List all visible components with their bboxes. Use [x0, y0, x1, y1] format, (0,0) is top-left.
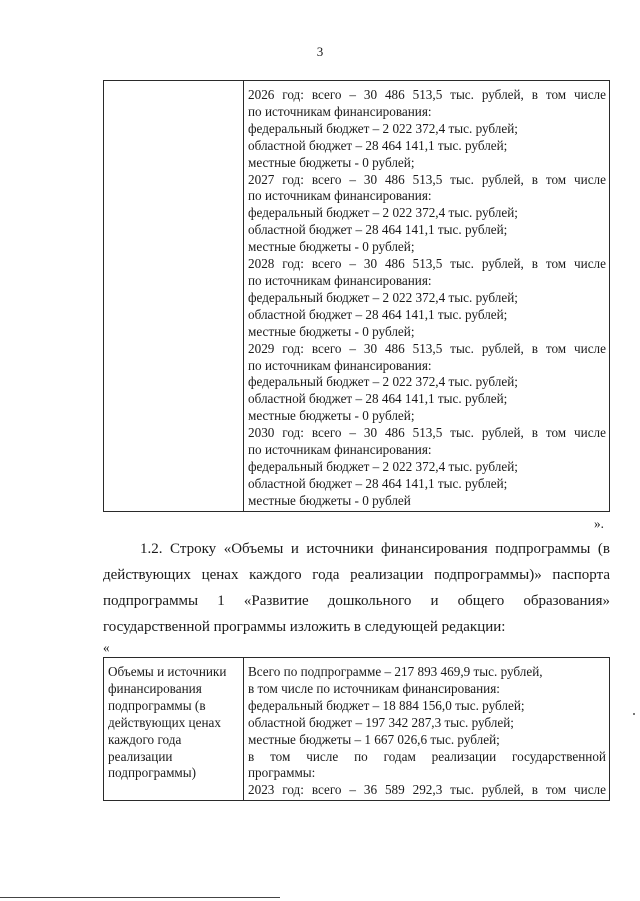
text-line: 2028 год: всего – 30 486 513,5 тыс. рублей, в том числе [248, 256, 606, 272]
table-column-divider [243, 81, 244, 511]
paragraph-line: подпрограммы 1 «Развитие дошкольного и общего образования» [103, 593, 610, 609]
text-line: программы: [248, 765, 316, 781]
text-line: областной бюджет – 28 464 141,1 тыс. рублей; [248, 137, 508, 153]
text-line: 2027 год: всего – 30 486 513,5 тыс. рублей, в том числе [248, 171, 606, 187]
subprogram-funding-table [103, 657, 610, 801]
text-line: федеральный бюджет – 2 022 372,4 тыс. рублей; [248, 458, 518, 474]
text-line: 2030 год: всего – 30 486 513,5 тыс. рублей, в том числе [248, 425, 606, 441]
closing-quote: ». [594, 516, 604, 531]
text-line: федеральный бюджет – 2 022 372,4 тыс. рублей; [248, 374, 518, 390]
text-line: в том числе по годам реализации государственной [248, 748, 606, 764]
footer-rule [0, 897, 280, 898]
text-line: областной бюджет – 197 342 287,3 тыс. рублей; [248, 714, 514, 730]
row-heading-cell [108, 664, 240, 782]
text-line: федеральный бюджет – 2 022 372,4 тыс. рублей; [248, 205, 518, 221]
text-line: по источникам финансирования: [248, 188, 432, 204]
funding-details-cell [248, 664, 606, 799]
row-heading-line: финансирования [108, 680, 202, 696]
scan-artifact [633, 713, 635, 715]
paragraph-line: действующих ценах каждого года реализации подпрограммы)» паспорта [103, 567, 610, 583]
text-line: федеральный бюджет – 2 022 372,4 тыс. рублей; [248, 120, 518, 136]
table-column-divider [243, 658, 244, 801]
row-heading-line: каждого года [108, 731, 182, 747]
text-line: местные бюджеты – 1 667 026,6 тыс. рублей; [248, 731, 500, 747]
text-line: федеральный бюджет – 18 884 156,0 тыс. рублей; [248, 697, 525, 713]
text-line: по источникам финансирования: [248, 103, 432, 119]
text-line: местные бюджеты - 0 рублей; [248, 154, 415, 170]
paragraph-line: государственной программы изложить в следующей редакции: [103, 619, 506, 635]
table-bottom-border [103, 800, 610, 801]
page-number: 3 [316, 44, 324, 59]
text-line: областной бюджет – 28 464 141,1 тыс. рублей; [248, 222, 508, 238]
row-heading-line: действующих ценах [108, 714, 221, 730]
text-line: областной бюджет – 28 464 141,1 тыс. рублей; [248, 391, 508, 407]
text-line: местные бюджеты - 0 рублей; [248, 239, 415, 255]
row-heading-line: подпрограммы) [108, 765, 197, 781]
text-line: областной бюджет – 28 464 141,1 тыс. рублей; [248, 306, 508, 322]
text-line: 2023 год: всего – 36 589 292,3 тыс. рублей, в том числе [248, 782, 606, 798]
text-line: местные бюджеты - 0 рублей [248, 492, 411, 508]
text-line: 2029 год: всего – 30 486 513,5 тыс. рублей, в том числе [248, 340, 606, 356]
text-line: Всего по подпрограмме – 217 893 469,9 тыс. рублей, [248, 664, 543, 679]
amendment-paragraph [103, 536, 610, 640]
text-line: по источникам финансирования: [248, 272, 432, 288]
text-line: по источникам финансирования: [248, 442, 432, 458]
text-line: по источникам финансирования: [248, 357, 432, 373]
text-line: 2026 год: всего – 30 486 513,5 тыс. рублей, в том числе [248, 87, 606, 102]
text-line: в том числе по источникам финансирования: [248, 680, 500, 696]
funding-by-year-cell [248, 87, 606, 510]
row-heading-line: реализации [108, 748, 173, 764]
funding-table-continuation [103, 80, 610, 512]
row-heading-line: Объемы и источники [108, 664, 227, 679]
opening-quote: « [103, 640, 110, 655]
text-line: федеральный бюджет – 2 022 372,4 тыс. рублей; [248, 289, 518, 305]
text-line: местные бюджеты - 0 рублей; [248, 323, 415, 339]
row-heading-line: подпрограммы (в [108, 697, 206, 713]
text-line: местные бюджеты - 0 рублей; [248, 408, 415, 424]
paragraph-line: 1.2. Строку «Объемы и источники финансирования подпрограммы (в [140, 541, 610, 557]
text-line: областной бюджет – 28 464 141,1 тыс. рублей; [248, 475, 508, 491]
